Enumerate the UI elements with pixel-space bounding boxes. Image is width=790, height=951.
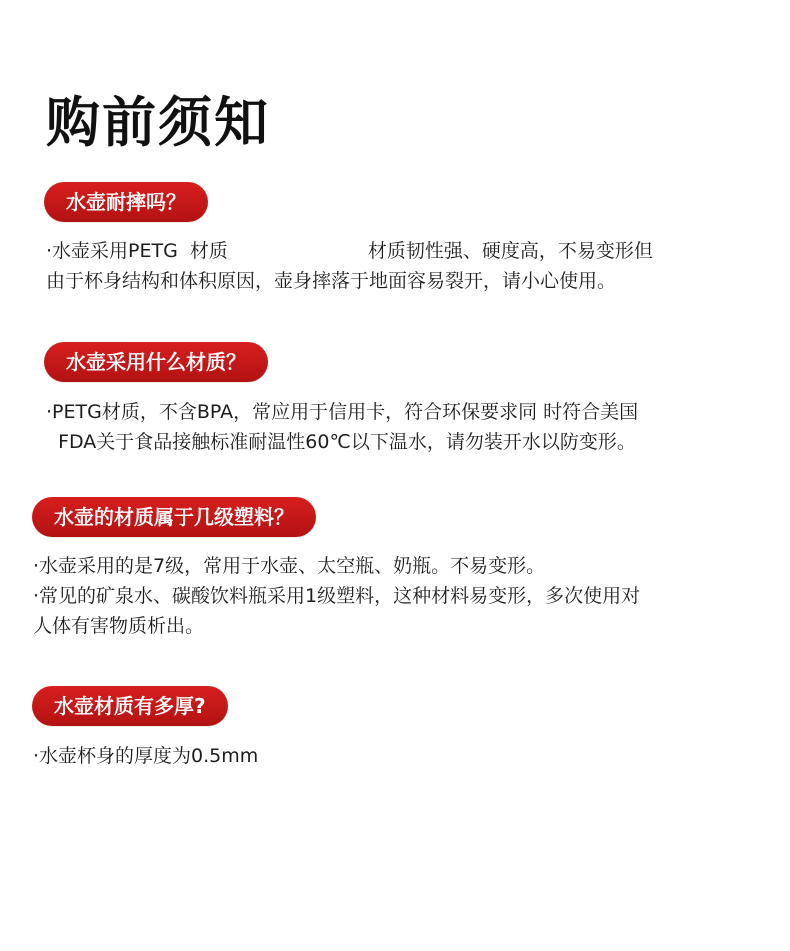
paragraph-line: FDA关于食品接触标准耐温性60℃以下温水，请勿装开水以防变形。	[46, 431, 636, 453]
paragraph-line-part: 材质韧性强、硬度高，不易变形但	[367, 240, 653, 262]
section-body-plastic-grade	[33, 551, 640, 641]
section-heading-material: 水壶采用什么材质？	[44, 342, 268, 382]
section-body-material	[46, 397, 638, 457]
paragraph-line: ·PETG材质，不含BPA，常应用于信用卡，符合环保要求同 时符合美国	[46, 401, 639, 423]
paragraph-line: 由于杯身结构和体积原因，壶身摔落于地面容易裂开，请小心使用。	[46, 270, 617, 292]
paragraph-line: ·水壶采用的是7级，常用于水壶、太空瓶、奶瓶。不易变形。	[33, 555, 546, 577]
paragraph-line: 人体有害物质析出。	[33, 615, 205, 637]
section-heading-drop-resistance: 水壶耐摔吗？	[44, 182, 208, 222]
paragraph-line	[46, 236, 653, 266]
section-body-drop-resistance	[46, 236, 653, 296]
paragraph-line: ·水壶杯身的厚度为0.5mm	[33, 745, 259, 767]
paragraph-line-part: ·水壶采用PETG 材质	[46, 240, 228, 262]
section-body-thickness	[33, 741, 258, 771]
paragraph-line: ·常见的矿泉水、碳酸饮料瓶采用1级塑料，这种材料易变形，多次使用对	[33, 585, 641, 607]
page-title: 购前须知	[46, 91, 270, 154]
section-heading-thickness: 水壶材质有多厚?	[32, 686, 228, 726]
section-heading-plastic-grade: 水壶的材质属于几级塑料？	[32, 497, 316, 537]
